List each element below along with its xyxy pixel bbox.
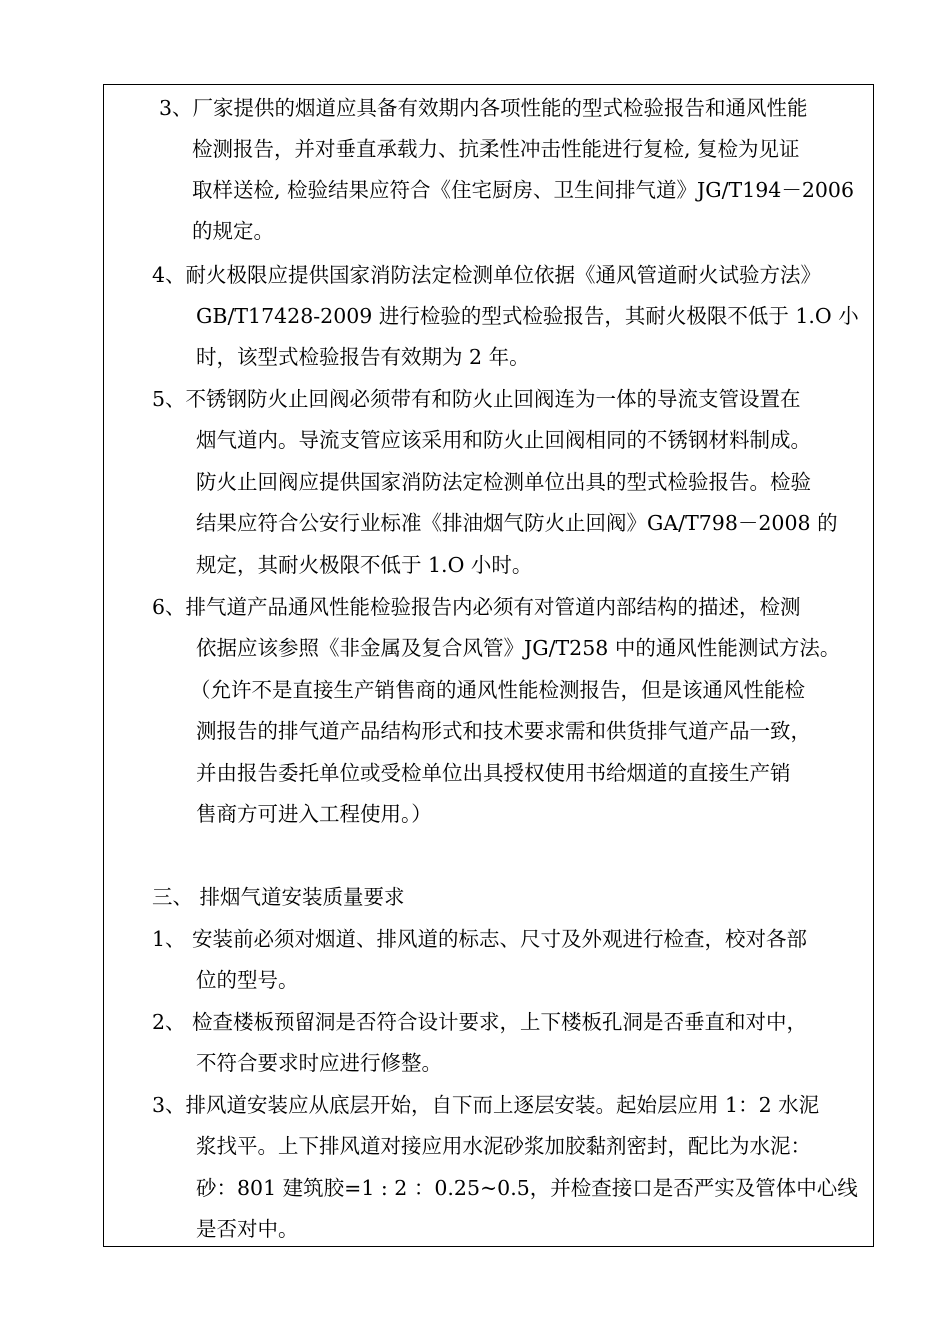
text-line: 2、 检查楼板预留洞是否符合设计要求，上下楼板孔洞是否垂直和对中，: [152, 1010, 808, 1034]
text-line: 烟气道内。导流支管应该采用和防火止回阀相同的不锈钢材料制成。: [196, 428, 811, 452]
text-line: 4、耐火极限应提供国家消防法定检测单位依据《通风管道耐火试验方法》: [152, 263, 822, 287]
text-line: 是否对中。: [196, 1217, 299, 1241]
text-line: 结果应符合公安行业标准《排油烟气防火止回阀》GA/T798－2008 的: [196, 511, 838, 535]
text-line: 售商方可进入工程使用。）: [196, 802, 432, 826]
text-line: 规定，其耐火极限不低于 1.O 小时。: [196, 553, 533, 577]
text-line: 防火止回阀应提供国家消防法定检测单位出具的型式检验报告。检验: [196, 470, 811, 494]
text-line: 不符合要求时应进行修整。: [196, 1051, 442, 1075]
text-line: （允许不是直接生产销售商的通风性能检测报告，但是该通风性能检: [190, 678, 805, 702]
text-line: 并由报告委托单位或受检单位出具授权使用书给烟道的直接生产销: [196, 761, 791, 785]
text-line: 5、不锈钢防火止回阀必须带有和防火止回阀连为一体的导流支管设置在: [152, 387, 801, 411]
text-line: 依据应该参照《非金属及复合风管》JG/T258 中的通风性能测试方法。: [196, 636, 841, 660]
text-line: 时，该型式检验报告有效期为 2 年。: [196, 345, 530, 369]
text-line: 3、厂家提供的烟道应具备有效期内各项性能的型式检验报告和通风性能: [159, 96, 808, 120]
text-line: GB/T17428-2009 进行检验的型式检验报告，其耐火极限不低于 1.O 小: [196, 304, 859, 328]
document-frame: [103, 84, 874, 1247]
text-line: 检测报告，并对垂直承载力、抗柔性冲击性能进行复检, 复检为见证: [192, 137, 800, 161]
text-line: 测报告的排气道产品结构形式和技术要求需和供货排气道产品一致，: [196, 719, 811, 743]
text-line: 6、排气道产品通风性能检验报告内必须有对管道内部结构的描述，检测: [152, 595, 801, 619]
text-line: 的规定。: [192, 219, 274, 243]
section-heading: 三、 排烟气道安装质量要求: [152, 885, 405, 909]
text-line: 位的型号。: [196, 968, 299, 992]
text-line: 取样送检, 检验结果应符合《住宅厨房、卫生间排气道》JG/T194－2006: [192, 178, 855, 202]
text-line: 3、排风道安装应从底层开始，自下而上逐层安装。起始层应用 1：2 水泥: [152, 1093, 820, 1117]
text-line: 浆找平。上下排风道对接应用水泥砂浆加胶黏剂密封，配比为水泥：: [196, 1134, 811, 1158]
text-line: 1、 安装前必须对烟道、排风道的标志、尺寸及外观进行检查，校对各部: [152, 927, 808, 951]
text-line: 砂：801 建筑胶=1 : 2 ：0.25~0.5，并检查接口是否严实及管体中心线: [196, 1176, 858, 1200]
